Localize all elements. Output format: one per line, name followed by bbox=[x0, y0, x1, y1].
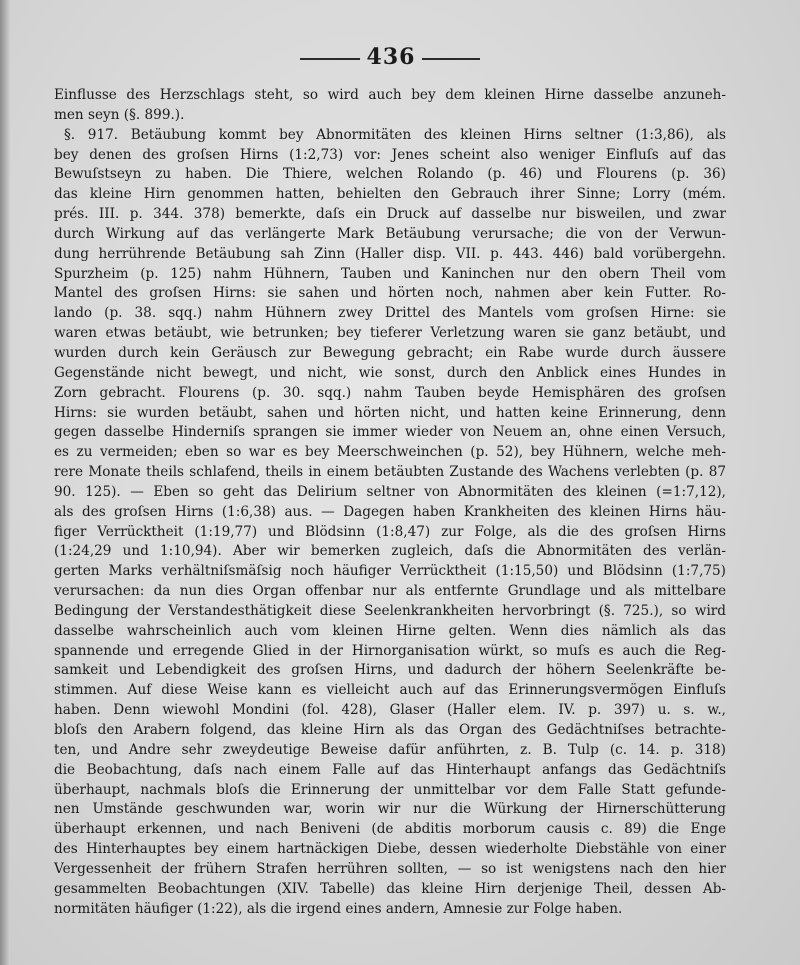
text-line: stimmen. Auf diese Weise kann es vielleicht auch auf das Erinnerungsvermögen Einfluſs bbox=[54, 682, 726, 699]
text-line: bloſs den Arabern folgend, das kleine Hirn als das Organ des Gedächtniſses betrachte- bbox=[54, 722, 726, 738]
text-line: Vergessenheit der frühern Strafen herrühren sollten, — so ist wenigstens nach den hier bbox=[54, 860, 726, 877]
text-line: Bedingung der Verstandesthätigkeit diese Seelenkrankheiten hervorbringt (§. 725.), so wird bbox=[54, 602, 726, 619]
text-line: samkeit und Lebendigkeit des groſsen Hirns, und dadurch der höhern Seelenkräfte be- bbox=[54, 662, 726, 679]
page-gutter-shadow bbox=[0, 0, 10, 965]
text-line: des Hinterhauptes bey einem hartnäckigen Diebe, dessen wiederholte Diebstähle von einer bbox=[54, 841, 726, 858]
text-line: Spurzheim (p. 125) nahm Hühnern, Tauben und Kaninchen nur den obern Theil vom bbox=[54, 265, 726, 282]
text-line: spannende und erregende Glied in der Hirnorganisation würkt, so muſs es auch die Reg- bbox=[54, 642, 726, 659]
text-line: durch Wirkung auf das verlängerte Mark Betäubung verursache; die von der Verwun- bbox=[54, 225, 726, 242]
text-line: das kleine Hirn genommen hatten, behielten den Gebrauch ihrer Sinne; Lorry (mém. bbox=[54, 186, 726, 203]
text-line: gerten Marks verhältniſsmäſsig noch häufiger Verrücktheit (1:15,50) und Blödsinn (1:7,75) bbox=[54, 563, 726, 580]
text-line: rere Monate theils schlafend, theils in einem betäubten Zustande des Wachens verlebten (p. 87 bbox=[54, 464, 726, 481]
text-line: normitäten häufiger (1:22), als die irgend eines andern, Amnesie zur Folge haben. bbox=[54, 900, 623, 917]
text-line: haben. Denn wiewohl Mondini (fol. 428), Glaser (Haller elem. IV. p. 397) u. s. w., bbox=[54, 702, 726, 719]
text-line: men seyn (§. 899.). bbox=[54, 106, 185, 123]
text-line: dung herrührende Betäubung sah Zinn (Haller disp. VII. p. 443. 446) bald vorübergehn. bbox=[54, 245, 726, 262]
text-line: 90. 125). — Eben so geht das Delirium seltner von Abnormitäten des kleinen (=1:7,12), bbox=[54, 483, 726, 500]
text-line: nen Umstände geschwunden war, worin wir nur die Würkung der Hirnerschütterung bbox=[54, 801, 726, 818]
text-line: Einflusse des Herzschlags steht, so wird auch bey dem kleinen Hirne dasselbe anzuneh- bbox=[54, 87, 726, 103]
page-number: 436 bbox=[366, 44, 416, 70]
text-line: figer Verrücktheit (1:19,77) und Blödsinn (1:8,47) zur Folge, als die des groſsen Hirns bbox=[54, 523, 726, 540]
text-line: (1:24,29 und 1:10,94). Aber wir bemerken zugleich, daſs die Abnormitäten des verlän- bbox=[54, 543, 726, 560]
header-rule-right bbox=[422, 58, 480, 60]
text-line: §. 917. Betäubung kommt bey Abnormitäten des kleinen Hirns seltner (1:3,86), als bbox=[64, 126, 726, 143]
text-line: es zu vermeiden; eben so war es bey Meerschweinchen (p. 52), bey Hühnern, welche meh- bbox=[54, 444, 726, 461]
text-line: waren etwas betäubt, wie betrunken; bey tieferer Verletzung waren sie ganz betäubt, und bbox=[54, 325, 726, 342]
text-line: ten, und Andre sehr zweydeutige Beweise dafür anführten, z. B. Tulp (c. 14. p. 318) bbox=[54, 741, 726, 758]
text-line: Gegenstände nicht bewegt, und nicht, wie sonst, durch den Anblick eines Hundes in bbox=[54, 364, 726, 381]
text-line: gesammelten Beobachtungen (XIV. Tabelle) das kleine Hirn derjenige Theil, dessen Ab- bbox=[54, 880, 726, 897]
text-line: verursachen: da nun dies Organ offenbar nur als entfernte Grundlage und als mittelbare bbox=[54, 583, 726, 600]
text-line: lando (p. 38. sqq.) nahm Hühnern zwey Drittel des Mantels vom groſsen Hirne: sie bbox=[54, 305, 726, 322]
header-rule-left bbox=[300, 58, 360, 60]
text-line: gegen dasselbe Hinderniſs sprangen sie immer wieder von Neuem an, ohne einen Versuch, bbox=[54, 424, 726, 441]
text-line: bey denen des groſsen Hirns (1:2,73) vor: Jenes scheint also weniger Einfluſs auf das bbox=[54, 146, 726, 163]
text-line: prés. III. p. 344. 378) bemerkte, daſs ein Druck auf dasselbe nur bisweilen, und zwar bbox=[54, 206, 726, 223]
text-line: Mantel des groſsen Hirns: sie sahen und hörten noch, nahmen aber kein Futter. Ro- bbox=[54, 285, 726, 302]
text-line: die Beobachtung, daſs nach einem Falle auf das Hinterhaupt anfangs das Gedächtniſs bbox=[54, 761, 726, 778]
text-line: überhaupt erkennen, und nach Beniveni (de abditis morborum causis c. 89) die Enge bbox=[54, 821, 726, 838]
text-line: Zorn gebracht. Flourens (p. 30. sqq.) nahm Tauben beyde Hemisphären des groſsen bbox=[54, 384, 726, 401]
text-line: wurden durch kein Geräusch zur Bewegung gebracht; ein Rabe wurde durch äussere bbox=[54, 344, 726, 361]
text-line: überhaupt, nachmals bloſs die Erinnerung der unmittelbar vor dem Falle Statt gefunde- bbox=[54, 781, 726, 798]
body-text bbox=[54, 86, 726, 919]
text-line: Hirns: sie wurden betäubt, sahen und hörten nicht, und hatten keine Erinnerung, denn bbox=[54, 404, 726, 421]
page-header bbox=[0, 44, 800, 74]
text-line: dasselbe wahrscheinlich auch vom kleinen Hirne gelten. Wenn dies nämlich als das bbox=[54, 622, 726, 639]
text-line: als des groſsen Hirns (1:6,38) aus. — Dagegen haben Krankheiten des kleinen Hirns häu- bbox=[54, 503, 726, 520]
text-line: Bewuſstseyn zu haben. Die Thiere, welchen Rolando (p. 46) und Flourens (p. 36) bbox=[54, 166, 726, 183]
